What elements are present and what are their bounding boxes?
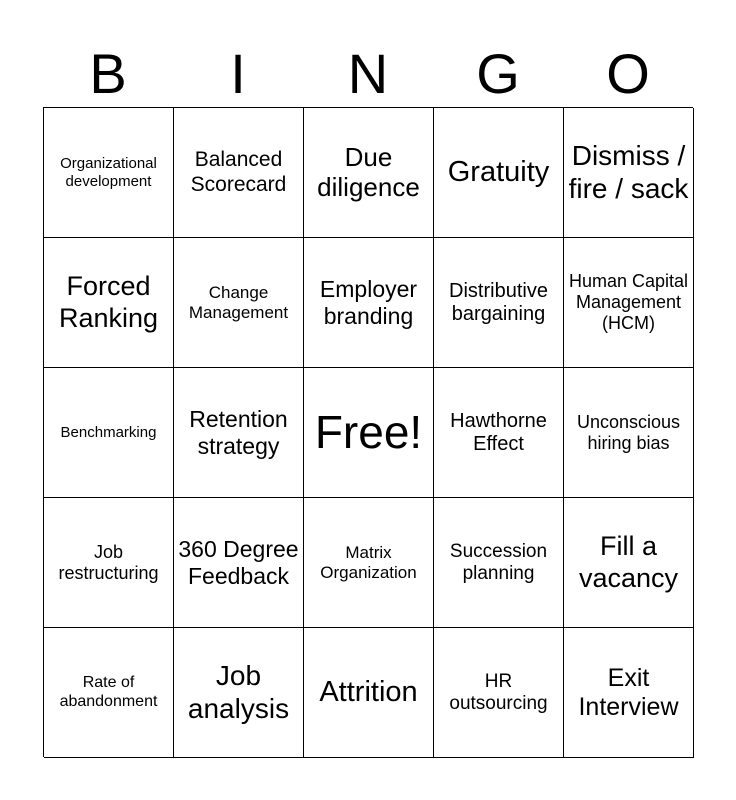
bingo-cell[interactable] bbox=[44, 108, 174, 238]
cell-label: HR outsourcing bbox=[449, 670, 548, 714]
cell-label: Employer branding bbox=[319, 276, 418, 329]
cell-label: Balanced Scorecard bbox=[190, 148, 287, 196]
cell-label: Job restructuring bbox=[58, 541, 159, 583]
cell-label: Forced Ranking bbox=[58, 271, 159, 333]
header-letter-n: N bbox=[347, 42, 389, 105]
bingo-board bbox=[43, 107, 693, 757]
bingo-cell[interactable] bbox=[174, 628, 304, 758]
bingo-cell[interactable] bbox=[564, 628, 694, 758]
cell-label: Matrix Organization bbox=[320, 542, 417, 582]
cell-label: Distributive bargaining bbox=[449, 279, 548, 325]
bingo-cell[interactable] bbox=[44, 368, 174, 498]
bingo-cell[interactable] bbox=[304, 628, 434, 758]
free-space-label: Free! bbox=[314, 406, 423, 459]
cell-label: Fill a vacancy bbox=[578, 531, 679, 593]
bingo-cell[interactable] bbox=[434, 498, 564, 628]
bingo-cell[interactable] bbox=[44, 238, 174, 368]
cell-label: Human Capital Management (HCM) bbox=[568, 271, 689, 333]
bingo-cell[interactable] bbox=[564, 238, 694, 368]
bingo-header bbox=[43, 40, 693, 108]
bingo-cell[interactable] bbox=[174, 108, 304, 238]
bingo-cell[interactable] bbox=[304, 368, 434, 498]
cell-label: Benchmarking bbox=[60, 423, 157, 441]
header-letter-o: O bbox=[606, 42, 650, 105]
cell-label: Unconscious hiring bias bbox=[576, 411, 681, 453]
bingo-cell[interactable] bbox=[434, 368, 564, 498]
bingo-cell[interactable] bbox=[44, 498, 174, 628]
bingo-cell[interactable] bbox=[304, 498, 434, 628]
bingo-cell[interactable] bbox=[174, 368, 304, 498]
cell-label: 360 Degree Feedback bbox=[178, 536, 299, 589]
cell-label: Rate of abandonment bbox=[59, 674, 158, 710]
bingo-cell[interactable] bbox=[304, 238, 434, 368]
header-letter-i: I bbox=[230, 42, 246, 105]
cell-label: Retention strategy bbox=[189, 406, 288, 459]
header-letter-g: G bbox=[476, 42, 520, 105]
cell-label: Due diligence bbox=[317, 141, 420, 202]
cell-label: Change Management bbox=[188, 282, 289, 322]
bingo-cell[interactable] bbox=[304, 108, 434, 238]
header-letter-b: B bbox=[89, 42, 127, 105]
cell-label: Dismiss / fire / sack bbox=[568, 140, 689, 204]
bingo-cell[interactable] bbox=[564, 368, 694, 498]
bingo-cell[interactable] bbox=[174, 238, 304, 368]
bingo-cell[interactable] bbox=[564, 498, 694, 628]
bingo-cell[interactable] bbox=[564, 108, 694, 238]
cell-label: Gratuity bbox=[447, 155, 550, 188]
cell-label: Attrition bbox=[319, 675, 418, 708]
cell-label: Hawthorne Effect bbox=[450, 409, 547, 455]
cell-label: Exit Interview bbox=[578, 663, 679, 721]
bingo-cell[interactable] bbox=[434, 628, 564, 758]
bingo-cell[interactable] bbox=[434, 108, 564, 238]
bingo-cell[interactable] bbox=[44, 628, 174, 758]
bingo-cell[interactable] bbox=[434, 238, 564, 368]
bingo-cell[interactable] bbox=[174, 498, 304, 628]
cell-label: Job analysis bbox=[187, 660, 290, 724]
cell-label: Organizational development bbox=[60, 155, 157, 190]
cell-label: Succession planning bbox=[449, 540, 548, 584]
